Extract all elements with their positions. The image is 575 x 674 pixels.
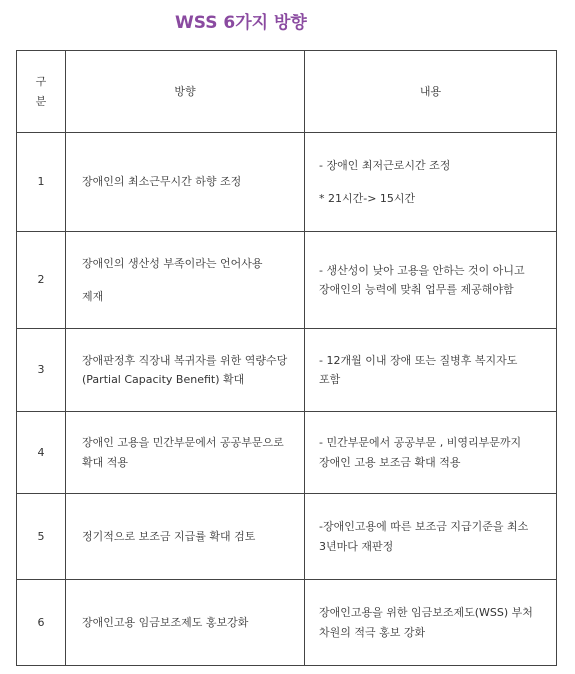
direction-text: 장애판정후 직장내 복귀자를 위한 역량수당(Partial Capacity Benefit) 확대 [82, 353, 288, 386]
row-number: 3 [17, 329, 66, 412]
content-text: 장애인고용을 위한 임금보조제도(WSS) 부처 차원의 적극 홍보 강화 [319, 606, 533, 639]
table-row [17, 412, 557, 494]
table-header-row [17, 51, 557, 133]
table-row [17, 494, 557, 580]
header-no: 구분 [17, 51, 66, 133]
direction-text: 장애인의 최소근무시간 하향 조정 [82, 175, 242, 189]
content-cell [305, 494, 557, 580]
table-row [17, 133, 557, 232]
table-row [17, 232, 557, 329]
header-content: 내용 [305, 51, 557, 133]
direction-cell [66, 133, 305, 232]
page-title: WSS 6가지 방향 [175, 13, 307, 33]
content-text: - 장애인 최저근로시간 조정 [319, 158, 451, 172]
content-cell [305, 133, 557, 232]
direction-text: 제재 [82, 290, 104, 303]
row-number: 4 [17, 412, 66, 494]
content-cell [305, 412, 557, 494]
header-direction: 방향 [66, 51, 305, 133]
direction-text: 장애인의 생산성 부족이라는 언어사용 [82, 256, 263, 270]
content-cell [305, 329, 557, 412]
policy-table [16, 50, 557, 666]
content-text: -장애인고용에 따른 보조금 지급기준을 최소 3년마다 재판정 [319, 520, 529, 553]
row-number: 1 [17, 133, 66, 232]
content-text: * 21시간-> 15시간 [319, 192, 416, 205]
direction-text: 장애인고용 임금보조제도 홍보강화 [82, 615, 249, 629]
direction-cell [66, 232, 305, 329]
content-cell [305, 232, 557, 329]
table-row [17, 329, 557, 412]
row-number: 2 [17, 232, 66, 329]
table-row [17, 580, 557, 666]
row-number: 5 [17, 494, 66, 580]
direction-cell [66, 580, 305, 666]
content-text: - 12개월 이내 장애 또는 질병후 복지자도 포함 [319, 353, 518, 386]
row-number: 6 [17, 580, 66, 666]
direction-text: 장애인 고용을 민간부문에서 공공부문으로 확대 적용 [82, 436, 284, 469]
content-text: - 민간부문에서 공공부문 , 비영리부문까지 장애인 고용 보조금 확대 적용 [319, 436, 522, 469]
content-cell [305, 580, 557, 666]
direction-cell [66, 494, 305, 580]
direction-text: 정기적으로 보조금 지급률 확대 검토 [82, 529, 256, 543]
direction-cell [66, 412, 305, 494]
content-text: - 생산성이 낮아 고용을 안하는 것이 아니고 장애인의 능력에 맞춰 업무를 제공해야함 [319, 263, 525, 296]
direction-cell [66, 329, 305, 412]
